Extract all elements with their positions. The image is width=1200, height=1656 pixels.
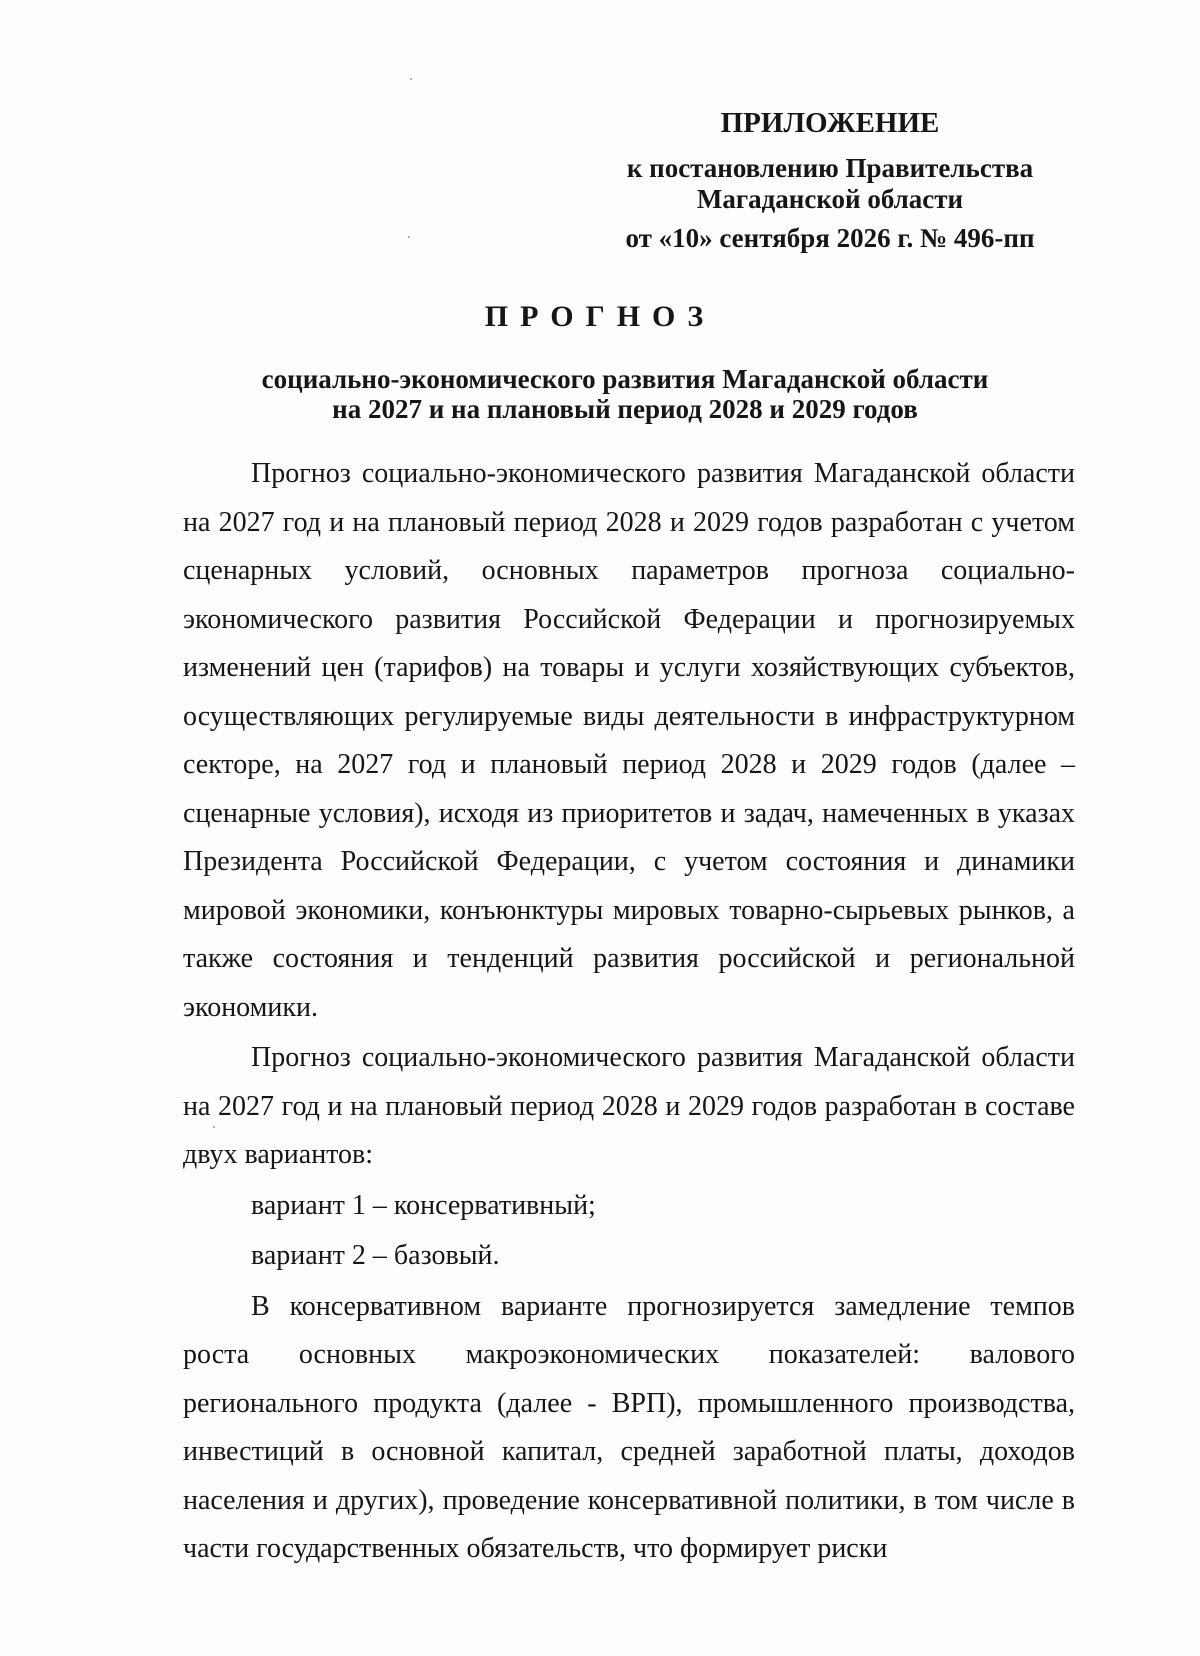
document-subtitle [200,364,1050,424]
variant-item: вариант 1 – консервативный; [251,1189,596,1221]
subtitle-line-2: на 2027 и на плановый период 2028 и 2029 годов [332,394,918,424]
scan-speck [408,236,410,238]
paragraph: Прогноз социально-экономического развития Магаданской области на 2027 год и на плановый период 2028 и 2029 годов разработан в составе двух вариантов: [183,1042,1075,1170]
paragraph: Прогноз социально-экономического развития Магаданской области на 2027 год и на плановый период 2028 и 2029 годов разработан с учетом сценарных условий, основных параметров прогноза социально-экономического развития Российской Федерации и прогнозируемых изменений цен (тарифов) на товары и услуги хозяйствующих субъектов, осуществляющих регулируемые виды деятельности в инфраструктурном секторе, на 2027 год и плановый период 2028 и 2029 годов (далее – сценарные условия), исходя из приоритетов и задач, намеченных в указах Президента Российской Федерации, с учетом состояния и динамики мировой экономики, конъюнктуры мировых товарно-сырьевых рынков, а также состояния и тенденций развития российской и региональной экономики. [183,458,1075,1023]
variant-item: вариант 2 – базовый. [251,1240,500,1271]
document-title: ПРОГНОЗ [484,300,716,333]
subtitle-line-1: социально-экономического развития Магаданской области [261,364,989,394]
appendix-heading: ПРИЛОЖЕНИЕ [720,107,940,139]
appendix-block [580,108,1080,254]
document-body [183,450,1075,1574]
paragraph: В консервативном варианте прогнозируется замедление темпов роста основных макроэкономических показателей: валового регионального продукта (далее - ВРП), промышленного производства, инвестиций в основной капитал, средней заработной платы, доходов населения и других), проведение консервативной политики, в том числе в части государственных обязательств, что формирует риски [183,1290,1075,1564]
appendix-region-line: Магаданской области [696,184,964,214]
appendix-date-number: от «10» сентября 2026 г. № 496-пп [625,223,1035,253]
appendix-decree-line: к постановлению Правительства [626,153,1034,183]
scan-speck [410,78,412,80]
